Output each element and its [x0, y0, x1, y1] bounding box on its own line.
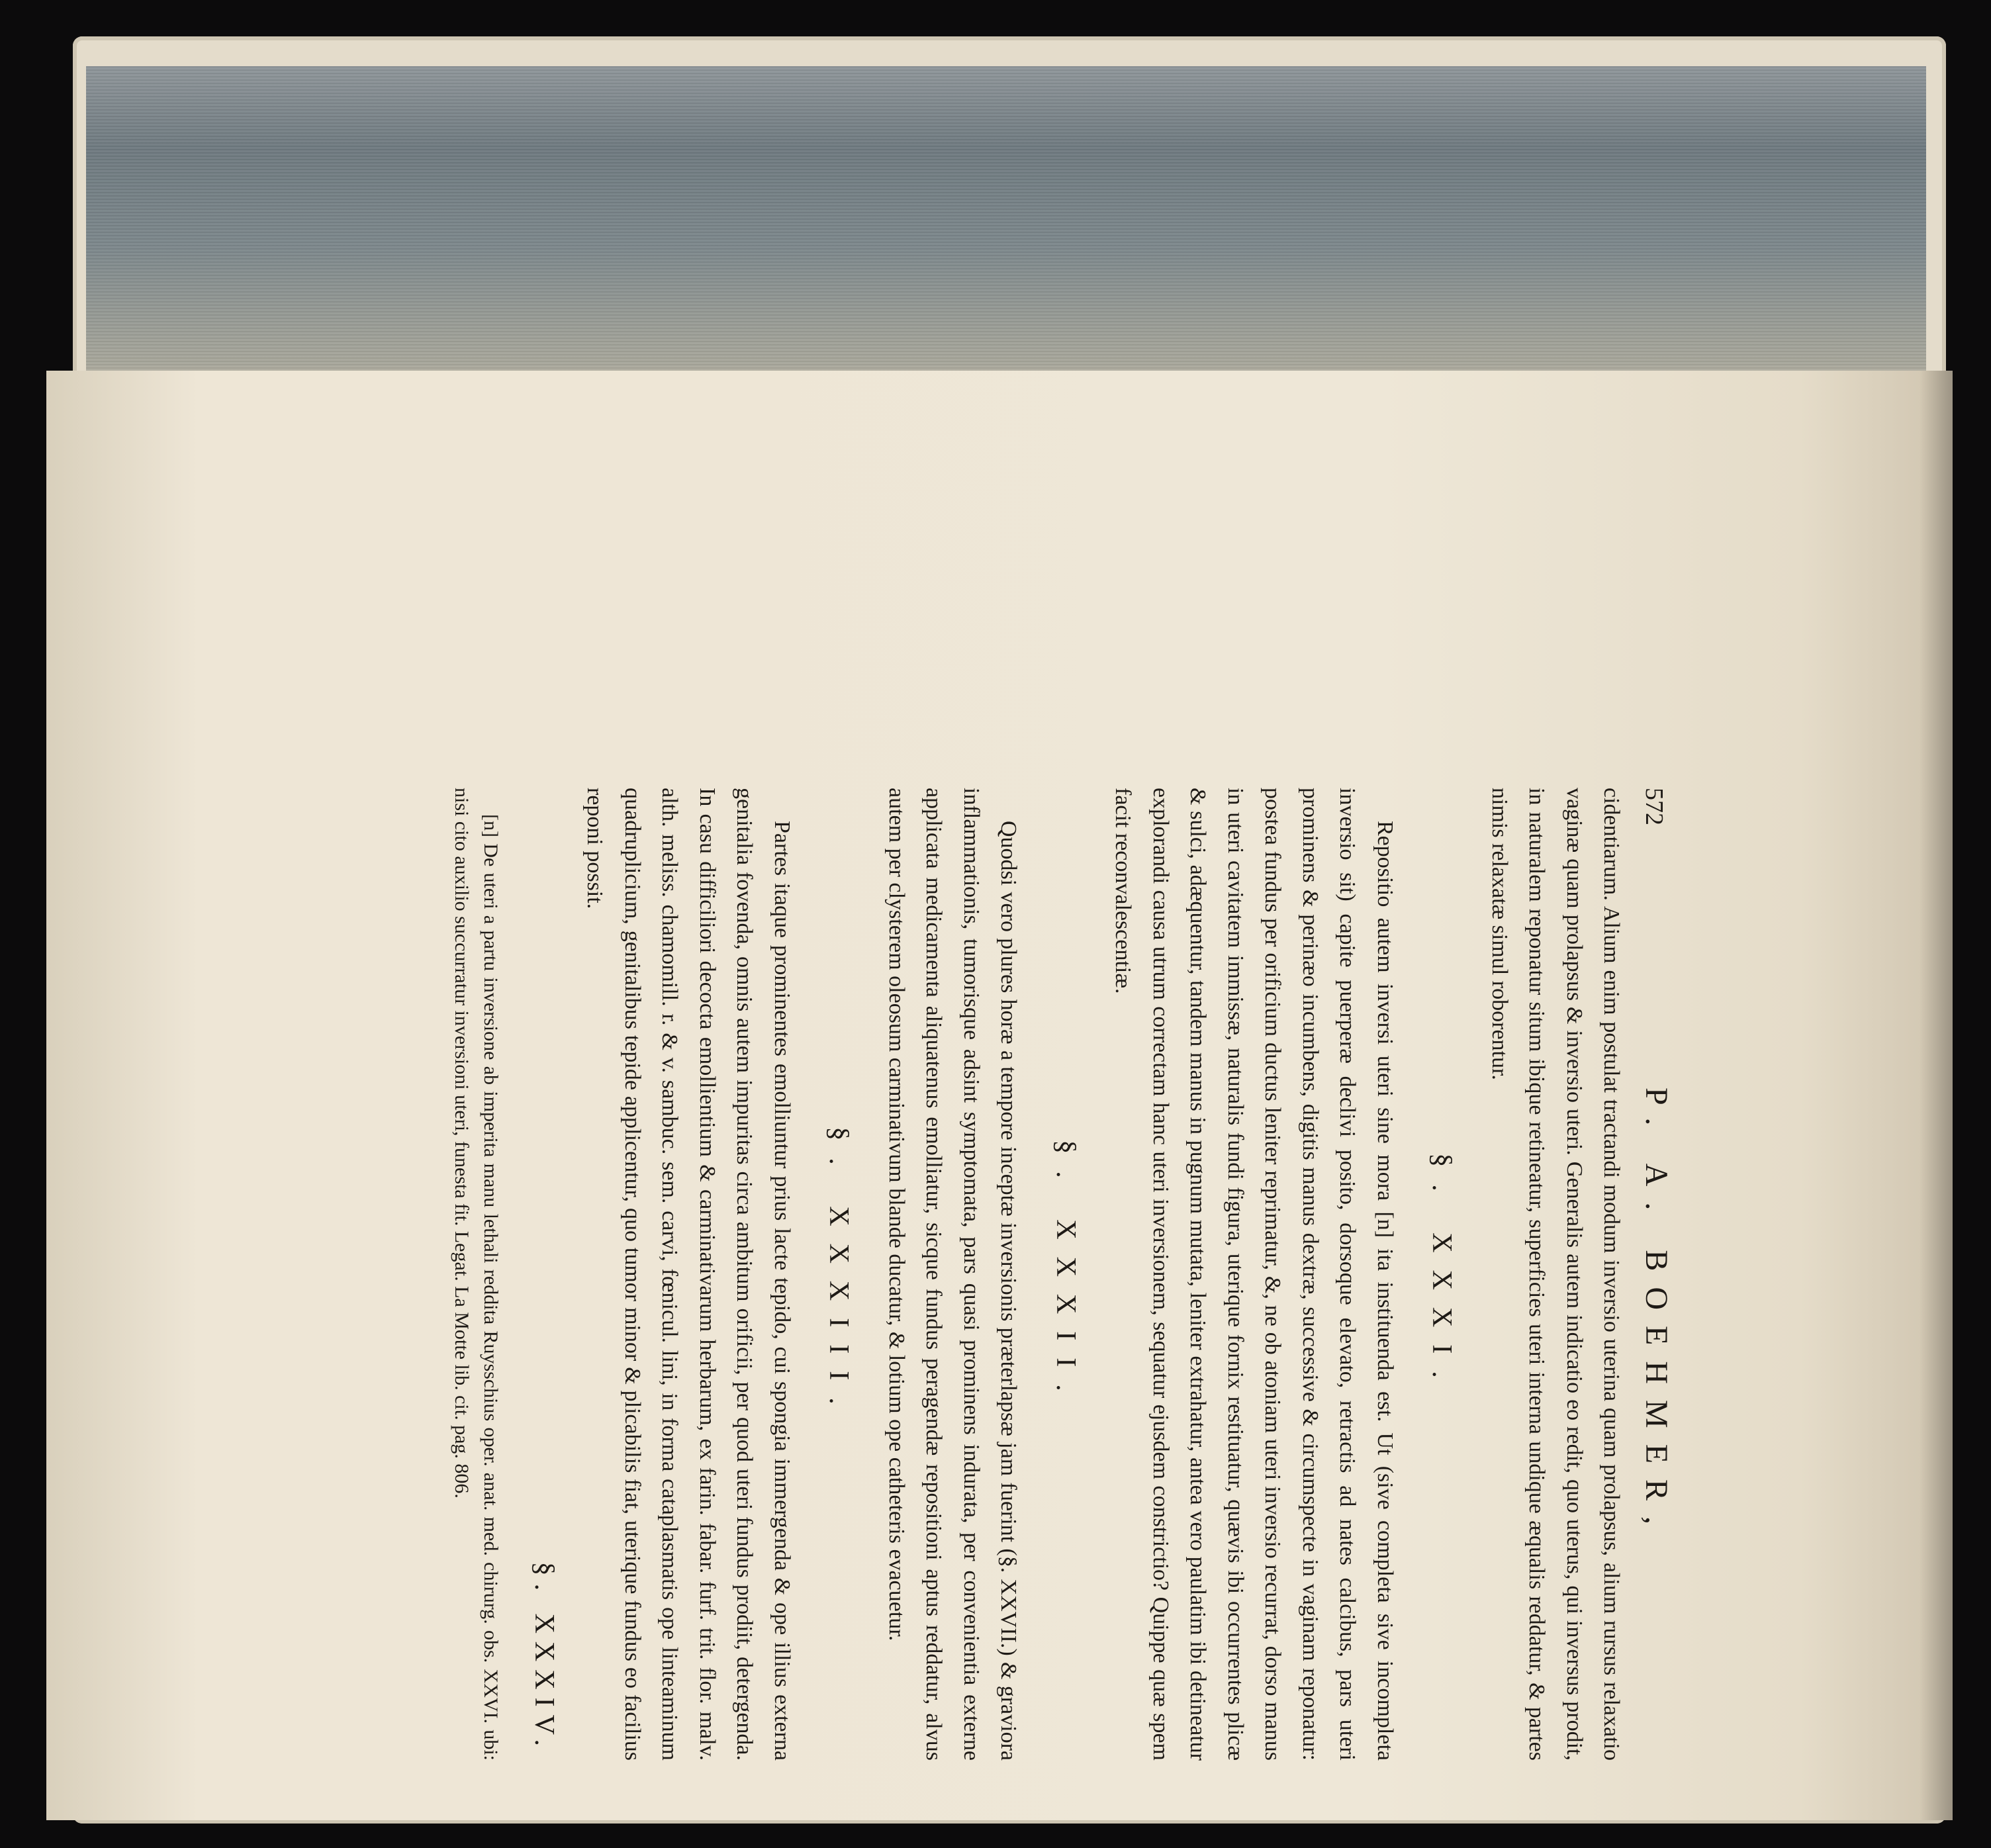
- section-heading-xxxi: §. XXXI.: [1426, 1153, 1458, 1395]
- top-paragraph: cidentiarum. Alium enim postulat tractandi modum inversio uterina quam prolapsus, alium rursus relaxatio vaginæ quam prolapsus & inversio uteri. Generalis autem indicatio eo redit, quo uterus, qui inversus prodit, in naturalem reponatur situm ibique retineatur, superficies uteri interna undique æqualis reddatur, & partes nimis relaxatæ simul roborentur.: [1487, 788, 1624, 1761]
- author-running-title: P. A. BOEHMER,: [1639, 1087, 1674, 1541]
- page-block-fore-edge: [86, 66, 1926, 397]
- page-number: 572: [1640, 788, 1668, 825]
- running-head: [1636, 788, 1675, 1761]
- section-heading-xxxii: §. XXXII.: [1050, 1140, 1081, 1409]
- footnote: [n] De uteri a partu inversione ab imperita manu lethali reddita Ruysschius oper. anat. med. chirurg. obs. XXVI. ubi: nisi cito auxilio succurratur inversioni uteri, funesta fit. Legat. La Motte lib. cit. pag. 806.: [451, 788, 502, 1761]
- section-text-xxxii: Quodsi vero plures horæ a tempore inceptæ inversionis præterlapsæ jam fuerint (§. XXVII.) & graviora inflammationis, tumorisque adsint symptomata, pars quasi prominens indurata, per convenientia externe applicata medicamenta aliquatenus emolliatur, sicque fundus peragendæ repositioni aptus reddatur, alvus autem per clysterem oleosum carminativum blande ducatur, & lotium ope catheteris evacuetur.: [884, 788, 1021, 1761]
- gutter-shadow: [1920, 371, 1953, 1820]
- catchword: §. XXXIV.: [529, 1561, 559, 1754]
- section-text-xxxiii: Partes itaque prominentes emolliuntur prius lacte tepido, cui spongia immergenda & ope illius externa genitalia fovenda, omnis autem impuritas circa ambitum orificii, per quod uteri fundus prodiit, detergenda. In casu difficiliori decocta emollientium & carminativarum herbarum, ex farin. fabar. furf. trit. flor. malv. alth. meliss. chamomill. r. & v. sambuc. sem. carvi, fœnicul. lini, in forma cataplasmatis ope linteaminum quadruplicium, genitalibus tepide applicentur, quo tumor minor & plicabilis fiat, uterique fundus eo facilius reponi possit.: [582, 788, 794, 1761]
- printed-text-block: [331, 768, 1688, 1780]
- section-text-xxxi: Repositio autem inversi uteri sine mora [n] ita instituenda est. Ut (sive completa sive incompleta inversio sit) capite puerperæ declivi posito, dorsoque elevato, retractis ad nates calcibus, pars uteri prominens & perinæo incumbens, digitis manus dextræ, successive & circumspecte in vaginam reponatur: postea fundus per orificium ductus leniter reprimatur, &, ne ob atoniam uteri inversio recurrat, dorso manus in uteri cavitatem immissæ, naturalis fundi figura, uterique fornix restituatur, quævis ibi occurrentes plicæ & sulci, adæquentur, tandem manus in pugnum mutata, leniter extrahatur, antea vero paulatim ibi detineatur explorandi causa utrum correctam hanc uteri inversionem, sequatur ejusdem constrictio? Quippe quæ spem facit reconvalescentiæ.: [1111, 788, 1397, 1761]
- section-heading-xxxiii: §. XXXIII.: [823, 1127, 855, 1422]
